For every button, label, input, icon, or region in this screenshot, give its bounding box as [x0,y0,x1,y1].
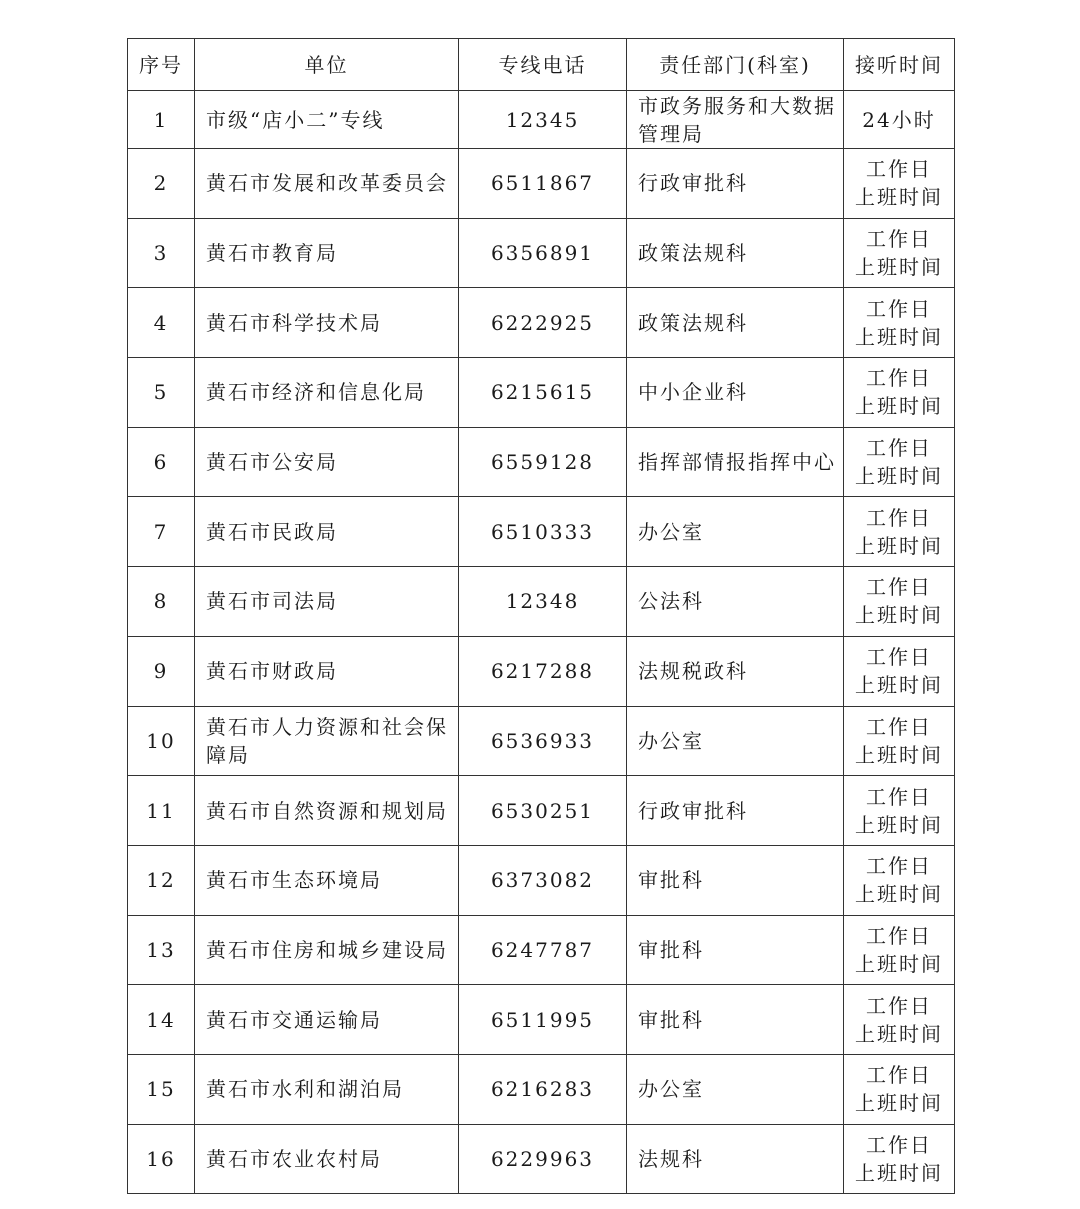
time-line-1: 工作日 [866,993,932,1018]
cell-phone: 6511995 [459,985,627,1055]
cell-unit: 黄石市自然资源和规划局 [195,776,459,846]
cell-unit: 黄石市农业农村局 [195,1124,459,1194]
cell-dept: 法规科 [627,1124,844,1194]
cell-time [844,1124,955,1194]
cell-no: 3 [128,218,195,288]
time-line-1: 工作日 [866,296,932,321]
cell-no: 6 [128,427,195,497]
cell-no: 10 [128,706,195,776]
cell-dept: 指挥部情报指挥中心 [627,427,844,497]
time-line-1: 24小时 [862,107,936,132]
time-line-1: 工作日 [866,714,932,739]
cell-phone: 12348 [459,567,627,637]
table-body [128,91,955,1194]
cell-phone: 6530251 [459,776,627,846]
cell-unit: 黄石市司法局 [195,567,459,637]
cell-no: 13 [128,915,195,985]
cell-dept: 法规税政科 [627,636,844,706]
table-row [128,288,955,358]
header-dept: 责任部门(科室) [627,39,844,91]
time-line-1: 工作日 [866,505,932,530]
time-line-2: 上班时间 [855,951,943,976]
time-line-2: 上班时间 [855,185,943,210]
header-phone: 专线电话 [459,39,627,91]
cell-no: 9 [128,636,195,706]
table-row [128,1124,955,1194]
time-line-2: 上班时间 [855,603,943,628]
time-line-1: 工作日 [866,436,932,461]
cell-dept: 办公室 [627,497,844,567]
cell-phone: 6536933 [459,706,627,776]
cell-no: 1 [128,91,195,149]
cell-phone: 6511867 [459,149,627,219]
time-line-1: 工作日 [866,1132,932,1157]
cell-dept: 审批科 [627,915,844,985]
time-line-2: 上班时间 [855,533,943,558]
cell-unit: 黄石市交通运输局 [195,985,459,1055]
cell-no: 16 [128,1124,195,1194]
cell-unit: 黄石市公安局 [195,427,459,497]
time-line-2: 上班时间 [855,882,943,907]
table-row [128,91,955,149]
cell-dept: 办公室 [627,1054,844,1124]
table-row [128,1054,955,1124]
cell-unit: 黄石市教育局 [195,218,459,288]
time-line-1: 工作日 [866,784,932,809]
time-line-2: 上班时间 [855,812,943,837]
cell-time [844,985,955,1055]
cell-time [844,288,955,358]
cell-time [844,497,955,567]
cell-no: 7 [128,497,195,567]
cell-phone: 6247787 [459,915,627,985]
cell-time [844,567,955,637]
time-line-2: 上班时间 [855,255,943,280]
cell-unit: 黄石市发展和改革委员会 [195,149,459,219]
cell-dept: 市政务服务和大数据管理局 [627,91,844,149]
time-line-2: 上班时间 [855,742,943,767]
cell-no: 14 [128,985,195,1055]
cell-phone: 6559128 [459,427,627,497]
cell-dept: 办公室 [627,706,844,776]
header-no: 序号 [128,39,195,91]
table-row [128,149,955,219]
cell-unit: 黄石市人力资源和社会保障局 [195,706,459,776]
cell-time [844,706,955,776]
cell-unit: 黄石市经济和信息化局 [195,358,459,428]
cell-time [844,915,955,985]
cell-no: 4 [128,288,195,358]
cell-phone: 6217288 [459,636,627,706]
hotline-table [127,38,955,1194]
cell-time [844,358,955,428]
time-line-1: 工作日 [866,366,932,391]
time-line-1: 工作日 [866,645,932,670]
cell-phone: 6215615 [459,358,627,428]
cell-dept: 行政审批科 [627,149,844,219]
cell-unit: 黄石市财政局 [195,636,459,706]
time-line-1: 工作日 [866,575,932,600]
cell-no: 2 [128,149,195,219]
cell-unit: 市级“店小二”专线 [195,91,459,149]
cell-unit: 黄石市生态环境局 [195,845,459,915]
cell-no: 8 [128,567,195,637]
table-row [128,567,955,637]
cell-phone: 6216283 [459,1054,627,1124]
table-row [128,358,955,428]
table-header [128,39,955,91]
cell-unit: 黄石市住房和城乡建设局 [195,915,459,985]
cell-dept: 行政审批科 [627,776,844,846]
cell-phone: 12345 [459,91,627,149]
table-row [128,427,955,497]
cell-phone: 6373082 [459,845,627,915]
cell-time [844,845,955,915]
cell-no: 12 [128,845,195,915]
table-row [128,915,955,985]
cell-no: 5 [128,358,195,428]
cell-time [844,91,955,149]
cell-dept: 政策法规科 [627,218,844,288]
table-row [128,706,955,776]
time-line-1: 工作日 [866,157,932,182]
time-line-2: 上班时间 [855,673,943,698]
table-row [128,845,955,915]
header-row [128,39,955,91]
cell-time [844,427,955,497]
time-line-1: 工作日 [866,1063,932,1088]
time-line-2: 上班时间 [855,464,943,489]
cell-unit: 黄石市科学技术局 [195,288,459,358]
time-line-1: 工作日 [866,854,932,879]
header-unit: 单位 [195,39,459,91]
table-row [128,218,955,288]
cell-phone: 6510333 [459,497,627,567]
time-line-1: 工作日 [866,227,932,252]
table-row [128,497,955,567]
time-line-2: 上班时间 [855,1091,943,1116]
time-line-2: 上班时间 [855,1160,943,1185]
table-row [128,776,955,846]
cell-unit: 黄石市水利和湖泊局 [195,1054,459,1124]
cell-unit: 黄石市民政局 [195,497,459,567]
table-row [128,636,955,706]
cell-phone: 6356891 [459,218,627,288]
cell-dept: 公法科 [627,567,844,637]
time-line-2: 上班时间 [855,324,943,349]
cell-time [844,636,955,706]
cell-dept: 审批科 [627,845,844,915]
header-time: 接听时间 [844,39,955,91]
time-line-2: 上班时间 [855,394,943,419]
cell-time [844,149,955,219]
cell-no: 15 [128,1054,195,1124]
cell-phone: 6229963 [459,1124,627,1194]
cell-dept: 中小企业科 [627,358,844,428]
cell-no: 11 [128,776,195,846]
cell-time [844,218,955,288]
time-line-1: 工作日 [866,923,932,948]
cell-dept: 政策法规科 [627,288,844,358]
time-line-2: 上班时间 [855,1021,943,1046]
cell-phone: 6222925 [459,288,627,358]
cell-time [844,1054,955,1124]
table-row [128,985,955,1055]
cell-time [844,776,955,846]
cell-dept: 审批科 [627,985,844,1055]
